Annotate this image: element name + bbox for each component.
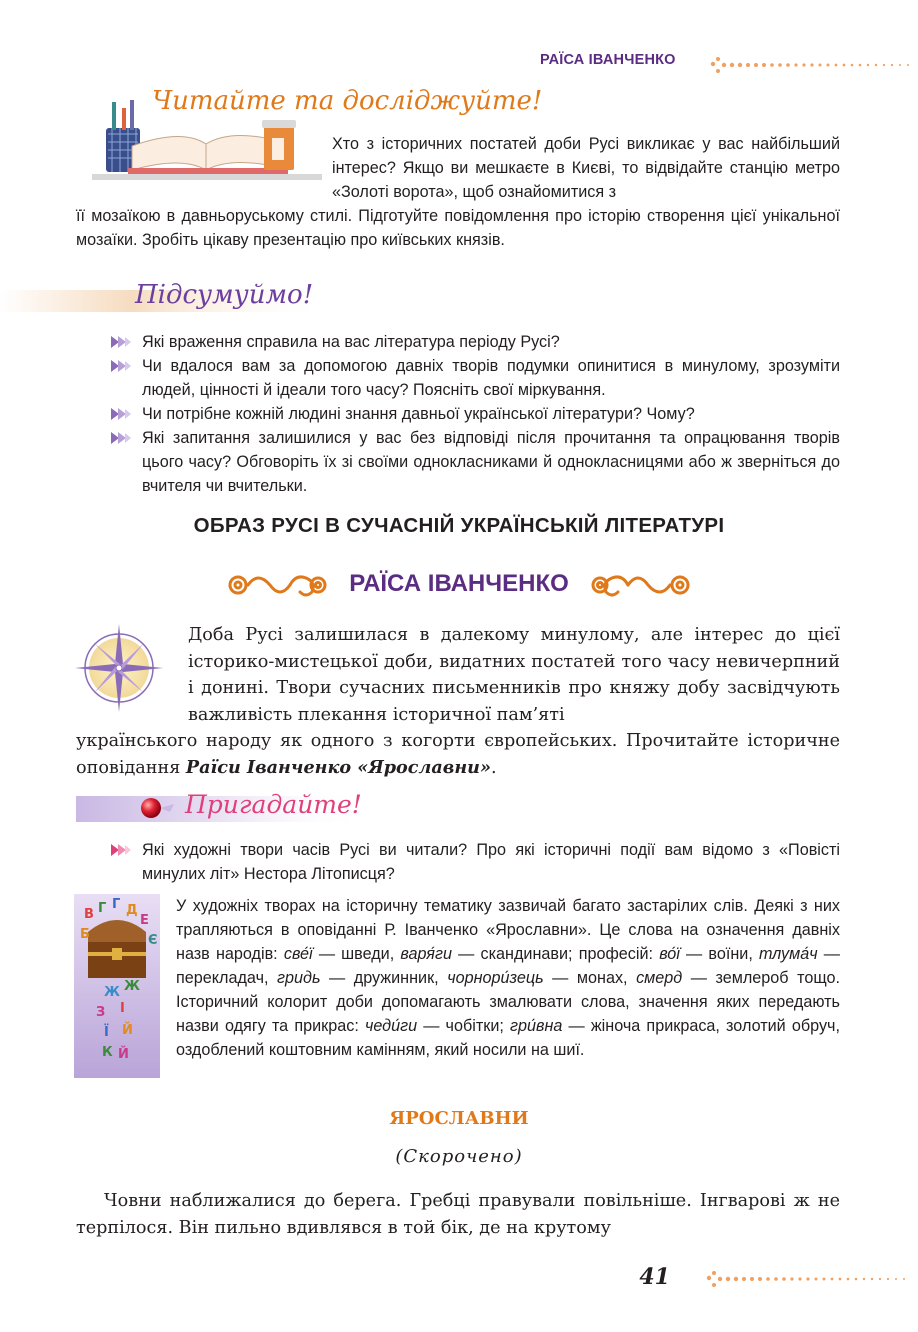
svg-text:Ї: Ї bbox=[104, 1025, 109, 1040]
chevron-bullet-icon bbox=[110, 843, 132, 857]
vocab-text-part: У художніх творах на історичну тематику зазвичай багато застарілих слів. Деякі з них трапляються в оповіданні Р. Іванченко «Ярославни». Це слова на означення давніх назв народів: bbox=[176, 897, 840, 963]
svg-text:К: К bbox=[102, 1045, 113, 1060]
article-title: ОБРАЗ РУСІ В СУЧАСНІЙ УКРАЇНСЬКІЙ ЛІТЕРАТУРІ bbox=[193, 514, 725, 537]
archaic-word: смерд bbox=[636, 969, 683, 987]
vocab-text-part: — жіноча прикраса, золотий обруч, оздоблений коштовним камінням, який носили на шиї. bbox=[176, 1017, 840, 1059]
dotted-arrow-icon bbox=[704, 1266, 914, 1292]
archaic-word: тлума́ч bbox=[758, 945, 818, 963]
vocab-text-part: — дружинник, bbox=[320, 969, 448, 987]
svg-text:І: І bbox=[120, 1001, 125, 1016]
svg-text:Е: Е bbox=[140, 913, 149, 928]
svg-text:Ж: Ж bbox=[104, 985, 120, 1000]
vocab-text-part: — воїни, bbox=[679, 945, 759, 963]
archaic-word: чеди́ги bbox=[364, 1017, 418, 1035]
story-text: Човни наближалися до берега. Гребці правували повільніше. Інгварові ж не терпілося. Він пильно вдивлявся в той бік, де на крутому bbox=[76, 1191, 840, 1238]
compass-rose-icon bbox=[74, 622, 164, 714]
chevron-bullet-icon bbox=[110, 407, 132, 421]
svg-text:З: З bbox=[96, 1005, 106, 1020]
list-item bbox=[108, 330, 840, 354]
vocab-text-part: — чобітки; bbox=[417, 1017, 511, 1035]
article-intro-text-continued bbox=[76, 728, 840, 781]
list-item bbox=[108, 402, 840, 426]
intro-work-title: Раїси Іванченко «Ярославни» bbox=[185, 756, 491, 778]
svg-text:Й: Й bbox=[122, 1023, 133, 1038]
svg-text:B: B bbox=[84, 907, 94, 922]
article-intro-text: Доба Русі залишилася в далекому минулому, але інтерес до цієї історико-мистецької доби, видатних постатей того часу невичерпний і донині. Твори сучасних письменників про княжу добу засвідчують важливість плекання історичної пам’яті bbox=[188, 625, 840, 725]
read-section-heading: Читайте та досліджуйте! bbox=[152, 86, 543, 116]
vocab-text-part: — скандинави; професій: bbox=[451, 945, 660, 963]
vocab-text-part: — землероб тощо. Історичний колорит доби допомагають змалювати слова, значення яких передають назви одягу та прикрас: bbox=[176, 969, 840, 1035]
archaic-word: чорнори́зець bbox=[447, 969, 544, 987]
list-item bbox=[108, 354, 840, 402]
list-item bbox=[108, 426, 840, 498]
question-text: Чи вдалося вам за допомогою давніх творів подумки опинитися в минулому, зрозуміти людей, цінності й ідеали того часу? Поясніть свої міркування. bbox=[142, 357, 840, 399]
recall-section-heading: Пригадайте! bbox=[185, 790, 362, 819]
story-abridged-note: (Скорочено) bbox=[395, 1146, 523, 1167]
svg-text:Є: Є bbox=[148, 933, 158, 948]
chevron-bullet-icon bbox=[110, 335, 132, 349]
dotted-arrow-icon bbox=[708, 52, 918, 78]
vocab-text-part: — перекладач, bbox=[176, 945, 840, 987]
chevron-bullet-icon bbox=[110, 359, 132, 373]
question-text: Які враження справила на вас література періоду Русі? bbox=[142, 333, 560, 351]
archaic-word: све́ї bbox=[283, 945, 313, 963]
story-title: ЯРОСЛАВНИ bbox=[389, 1108, 529, 1129]
vocabulary-text bbox=[176, 894, 840, 1062]
recall-question-list bbox=[108, 838, 840, 886]
author-name-banner: РАЇСА ІВАНЧЕНКО bbox=[349, 570, 569, 597]
read-section-text: Хто з історичних постатей доби Русі викликає у вас найбільший інтерес? Якщо ви мешкаєте в Києві, то відвідайте станцію метро «Золоті ворота», щоб ознайомитися з bbox=[332, 135, 840, 201]
question-text: Які художні твори часів Русі ви читали? Про які історичні події вам відомо з «Повісті минулих літ» Нестора Літописця? bbox=[142, 841, 840, 883]
summary-section-heading: Підсумуймо! bbox=[135, 280, 314, 310]
svg-text:Г: Г bbox=[112, 897, 121, 912]
running-header-author: РАЇСА ІВАНЧЕНКО bbox=[540, 52, 676, 68]
archaic-word: во́ї bbox=[659, 945, 680, 963]
vocab-text-part: — монах, bbox=[543, 969, 637, 987]
summary-question-list bbox=[108, 330, 840, 498]
treasure-chest-letters-illustration bbox=[74, 894, 160, 1078]
red-ball-icon bbox=[138, 796, 178, 820]
vocab-text-part: — шведи, bbox=[312, 945, 401, 963]
archaic-word: гридь bbox=[277, 969, 321, 987]
page-number: 41 bbox=[639, 1264, 670, 1290]
svg-text:Б: Б bbox=[80, 927, 90, 942]
intro-text-part: українського народу як одного з когорти європейських. Прочитайте історичне оповідання bbox=[76, 731, 840, 778]
intro-text-end: . bbox=[490, 757, 497, 778]
archaic-word: гри́вна bbox=[510, 1017, 563, 1035]
read-section-text-continued: її мозаїкою в давньоруському стилі. Підготуйте повідомлення про історію створення цієї унікальної мозаїки. Зробіть цікаву презентацію про київських князів. bbox=[76, 207, 840, 249]
question-text: Які запитання залишилися у вас без відповіді після прочитання та опрацювання творів цього часу? Обговоріть їх зі своїми однокласниками й однокласницями або ж зверніться до вчителя чи вчительки. bbox=[142, 429, 840, 495]
svg-text:Д: Д bbox=[126, 903, 138, 918]
svg-text:Г: Г bbox=[98, 901, 107, 916]
question-text: Чи потрібне кожній людині знання давньої української літератури? Чому? bbox=[142, 405, 695, 423]
archaic-word: варя́ги bbox=[400, 945, 452, 963]
svg-text:Ж: Ж bbox=[124, 979, 140, 994]
chevron-bullet-icon bbox=[110, 431, 132, 445]
ornament-swirl-icon bbox=[590, 568, 692, 602]
svg-text:Й: Й bbox=[118, 1047, 129, 1062]
list-item bbox=[108, 838, 840, 886]
